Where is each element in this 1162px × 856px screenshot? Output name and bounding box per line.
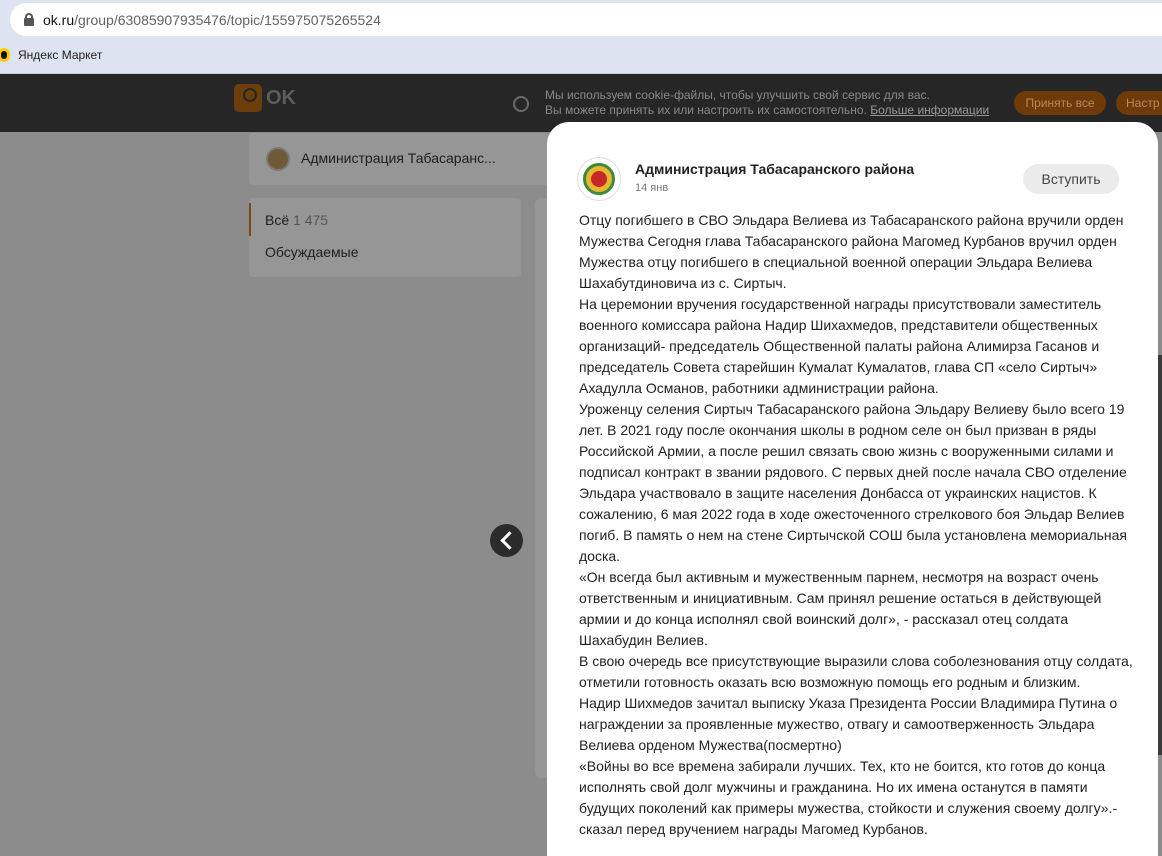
bookmarks-bar bbox=[0, 40, 1162, 74]
post-paragraph: Уроженцу селения Сиртыч Табасаранского района Эльдару Велиеву было всего 19 лет. В 2021 году после окончания школы в родном селе он был призван в ряды Российской Армии, а после решил связать свою жизнь с вооруженными силами и подписал контракт в звании рядового. С первых дней после начала СВО отделение Эльдара участвовало в защите населения Донбасса от украинских нацистов. К сожалению, 6 мая 2022 года в ходе ожесточенного стрелкового боя Эльдар Велиев погиб. В память о нем на стене Сиртычской СОШ была установлена мемориальная доска. bbox=[579, 401, 1128, 564]
cookie-line-2: Вы можете принять их или настроить их самостоятельно. bbox=[545, 103, 867, 117]
post-paragraph: «Войны во все времена забирали лучших. Тех, кто не боится, кто готов до конца исполнять свой долг мужчины и гражданина. Но их имена останутся в памяти будущих поколений как примеры мужества, стойкости и служения своему долгу».- сказал перед вручением награды Магомед Курбанов. bbox=[579, 758, 1118, 837]
ok-logo-icon[interactable] bbox=[234, 84, 262, 112]
menu-item-all[interactable] bbox=[265, 212, 328, 228]
post-paragraph: В свою очередь все присутствующие выразили слова соболезнования отцу солдата, отметили готовность оказать всю возможную помощь его родным и близким. bbox=[579, 653, 1133, 690]
menu-item-discussed[interactable]: Обсуждаемые bbox=[265, 244, 359, 260]
bookmark-yandex-market[interactable]: Яндекс Маркет bbox=[18, 48, 103, 62]
post-author[interactable]: Администрация Табасаранского района bbox=[635, 161, 915, 177]
accept-all-button[interactable]: Принять все bbox=[1014, 91, 1106, 115]
post-paragraph: Отцу погибшего в СВО Эльдара Велиева из Табасаранского района вручили орден Мужества Сегодня глава Табасаранского района Магомед Курбанов вручил орден Мужества отцу погибшего в специальной военной операции Эльдара Велиева Шахабутдиновича из с. Сиртыч. bbox=[579, 212, 1124, 291]
cookie-more-link[interactable]: Больше информации bbox=[870, 103, 990, 117]
join-button[interactable]: Вступить bbox=[1023, 164, 1119, 194]
active-indicator bbox=[249, 203, 251, 236]
cookie-line-1: Мы используем cookie-файлы, чтобы улучшить свой сервис для вас. bbox=[545, 88, 930, 102]
chevron-left-icon[interactable] bbox=[490, 524, 523, 557]
post-paragraph: «Он всегда был активным и мужественным парнем, несмотря на возраст очень ответственным и инициативным. Сам принял решение остаться в действующей армии и до конца исполнял свой воинский долг», - рассказал отец солдата Шахабудин Велиев. bbox=[579, 569, 1102, 648]
cookie-icon bbox=[513, 96, 529, 112]
post-text bbox=[579, 210, 1135, 840]
topics-menu bbox=[249, 198, 521, 277]
menu-item-all-label: Всё bbox=[265, 212, 290, 228]
ok-logo-text[interactable]: OK bbox=[266, 87, 296, 109]
cookie-settings-button[interactable]: Настр bbox=[1116, 91, 1162, 115]
group-emblem-icon[interactable] bbox=[577, 157, 621, 201]
yandex-market-icon bbox=[0, 48, 10, 62]
post-date: 14 янв bbox=[635, 182, 669, 194]
post-paragraph: Надир Шихмедов зачитал выписку Указа Президента России Владимира Путина о награждении за проявленные мужество, отвагу и самоотверженность Эльдара Велиева орденом Мужества(посмертно) bbox=[579, 695, 1118, 753]
post-paragraph: На церемонии вручения государственной награды присутствовали заместитель военного комиссара района Надир Шихахмедов, представители общественных организаций- председатель Общественной палаты района Алимирза Гасанов и председатель Совета старейшин Кумалат Кумалатов, глава СП «село Сиртыч» Ахадулла Османов, работники администрации района. bbox=[579, 296, 1102, 396]
url-host: ok.ru bbox=[43, 12, 75, 28]
lock-icon[interactable] bbox=[24, 13, 34, 26]
group-card-name[interactable]: Администрация Табасаранс... bbox=[301, 150, 496, 166]
url-field[interactable] bbox=[10, 3, 1162, 36]
menu-item-all-count: 1 475 bbox=[293, 212, 329, 228]
url-path: /group/63085907935476/topic/155975075265524 bbox=[74, 12, 381, 28]
cookie-notice bbox=[545, 88, 989, 118]
group-logo-icon bbox=[266, 147, 290, 171]
